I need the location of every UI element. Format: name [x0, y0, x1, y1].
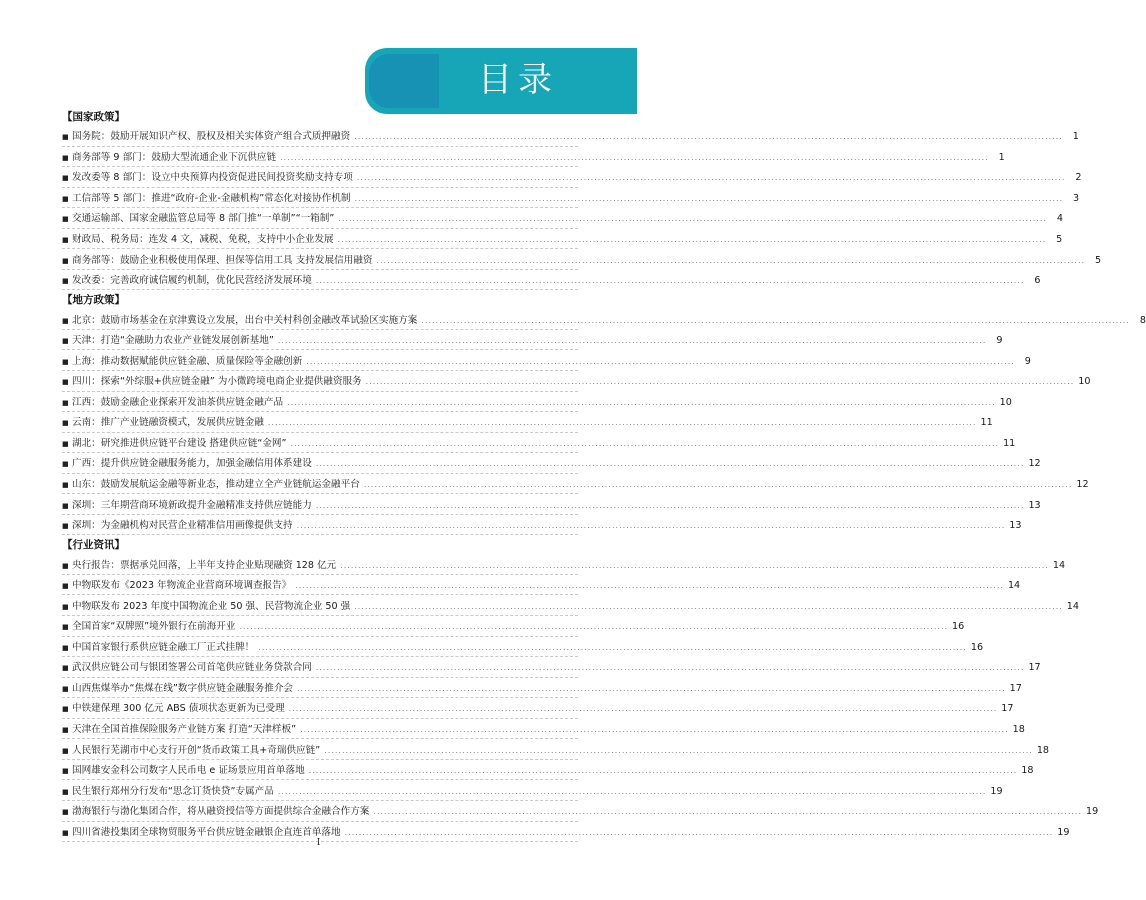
entry-page-number: 4 — [1056, 213, 1063, 225]
bullet-icon: ■ — [62, 726, 69, 735]
toc-entry[interactable] — [62, 576, 1021, 597]
bullet-icon: ■ — [62, 501, 69, 510]
entry-title[interactable]: 中物联发布《2023 年物流企业营商环境调查报告》 — [72, 580, 292, 592]
section-title: 【国家政策】 — [62, 111, 125, 123]
toc-entry[interactable] — [62, 310, 1146, 331]
toc-entry[interactable] — [62, 331, 1003, 352]
toc-entry[interactable] — [62, 351, 1031, 372]
dot-leader: ........................................................................................................................................................................................................ — [296, 521, 1006, 531]
toc-entry[interactable] — [62, 781, 1003, 802]
entry-page-number: 8 — [1139, 314, 1146, 326]
toc-entry[interactable] — [62, 413, 993, 434]
dot-leader: ........................................................................................................................................................................................................ — [315, 663, 1025, 673]
toc-entry[interactable] — [62, 475, 1089, 496]
entry-page-number: 19 — [1086, 806, 1099, 818]
toc-entry[interactable] — [62, 658, 1041, 679]
entry-page-number: 18 — [1036, 744, 1050, 756]
dot-leader: ........................................................................................................................................................................................................ — [287, 397, 996, 407]
entry-title[interactable]: 发改委等 8 部门：设立中央预算内投资促进民间投资奖励支持专项 — [72, 172, 353, 184]
entry-page-number: 11 — [1003, 437, 1016, 449]
dot-leader: ........................................................................................................................................................................................................ — [373, 807, 1082, 817]
bullet-icon: ■ — [62, 602, 69, 611]
bullet-icon: ■ — [62, 316, 69, 325]
bullet-icon: ■ — [62, 767, 69, 776]
entry-title[interactable]: 民生银行郑州分行发布“思念订货快贷”专属产品 — [72, 785, 274, 797]
dot-leader: ........................................................................................................................................................................................................ — [295, 581, 1004, 591]
entry-title[interactable]: 广西：提升供应链金融服务能力，加强金融信用体系建设 — [72, 458, 312, 470]
dot-leader: ........................................................................................................................................................................................................ — [267, 418, 977, 428]
toc-entry[interactable] — [62, 393, 1012, 414]
entry-page-number: 12 — [1028, 458, 1041, 470]
entry-title[interactable]: 天津：打造“金融助力农业产业链发展创新基地” — [72, 335, 274, 347]
dot-leader: ........................................................................................................................................................................................................ — [308, 766, 1018, 776]
entry-title[interactable]: 国网雄安金科公司数字人民币电 e 证场景应用首单落地 — [72, 765, 305, 777]
toc-entry[interactable] — [62, 454, 1041, 475]
entry-page-number: 3 — [1073, 192, 1080, 204]
entry-title[interactable]: 深圳：为金融机构对民营企业精准信用画像提供支持 — [72, 520, 293, 532]
entry-title[interactable]: 江西：鼓励金融企业探索开发油茶供应链金融产品 — [72, 396, 284, 408]
dot-leader: ........................................................................................................................................................................................................ — [344, 827, 1054, 837]
toc-entry[interactable] — [62, 250, 1102, 271]
toc-entry[interactable] — [62, 209, 1063, 230]
toc-entry[interactable] — [62, 761, 1034, 782]
toc-entry[interactable] — [62, 230, 1063, 251]
entry-page-number: 14 — [1007, 580, 1021, 592]
bullet-icon: ■ — [62, 215, 69, 224]
entry-page-number: 18 — [1021, 765, 1034, 777]
table-of-contents — [62, 108, 1146, 843]
entry-page-number: 14 — [1052, 559, 1066, 571]
bullet-icon: ■ — [62, 808, 69, 817]
entry-title[interactable]: 财政局、税务局：连发 4 文，减税、免税，支持中小企业发展 — [72, 234, 334, 245]
bullet-icon: ■ — [62, 378, 69, 387]
entry-title[interactable]: 中物联发布 2023 年度中国物流企业 50 强、民营物流企业 50 强 — [72, 600, 351, 612]
entry-page-number: 19 — [1057, 826, 1070, 838]
bullet-icon: ■ — [62, 337, 69, 346]
toc-entry[interactable] — [62, 617, 965, 638]
bullet-icon: ■ — [62, 684, 69, 693]
dot-leader: ........................................................................................................................................................................................................ — [258, 642, 967, 652]
toc-entry[interactable] — [62, 271, 1041, 292]
entry-page-number: 10 — [999, 396, 1012, 408]
entry-page-number: 18 — [1012, 724, 1025, 736]
entry-title[interactable]: 国务院：鼓励开展知识产权、股权及相关实体资产组合式质押融资 — [72, 131, 351, 143]
dot-leader: ........................................................................................................................................................................................................ — [300, 725, 1009, 735]
toc-entry[interactable] — [62, 495, 1041, 516]
toc-entry[interactable] — [62, 434, 1016, 455]
entry-title[interactable]: 交通运输部、国家金融监管总局等 8 部门推“一单制”“一箱制” — [72, 213, 335, 225]
entry-title[interactable]: 工信部等 5 部门：推进“政府-企业-金融机构”常态化对接协作机制 — [72, 192, 351, 204]
toc-entry[interactable] — [62, 679, 1022, 700]
entry-page-number: 14 — [1066, 600, 1080, 612]
dot-leader: ........................................................................................................................................................................................................ — [306, 356, 1015, 366]
bullet-icon: ■ — [62, 174, 69, 183]
bullet-icon: ■ — [62, 277, 69, 286]
dot-leader: ........................................................................................................................................................................................................ — [340, 560, 1049, 570]
dot-leader: ........................................................................................................................................................................................................ — [354, 132, 1063, 142]
entry-page-number: 16 — [952, 621, 965, 633]
dot-leader: ........................................................................................................................................................................................................ — [356, 173, 1066, 183]
dot-leader: ........................................................................................................................................................................................................ — [365, 377, 1075, 387]
entry-title[interactable]: 上海：推动数据赋能供应链金融、质量保险等金融创新 — [72, 355, 303, 367]
toc-entry[interactable] — [62, 555, 1066, 576]
entry-page-number: 13 — [1009, 520, 1022, 532]
entry-page-number: 5 — [1056, 234, 1063, 245]
toc-entry[interactable] — [62, 740, 1050, 761]
entry-title[interactable]: 商务部等：鼓励企业积极使用保理、担保等信用工具 支持发展信用融资 — [72, 254, 373, 266]
dot-leader: ........................................................................................................................................................................................................ — [315, 276, 1025, 286]
entry-page-number: 5 — [1094, 254, 1102, 266]
dot-leader: ........................................................................................................................................................................................................ — [363, 480, 1073, 490]
entry-title[interactable]: 央行报告：票据承兑回落，上半年支持企业贴现融资 128 亿元 — [72, 559, 337, 571]
bullet-icon: ■ — [62, 398, 69, 407]
entry-page-number: 9 — [1024, 355, 1031, 367]
bullet-icon: ■ — [62, 828, 69, 837]
entry-page-number: 11 — [980, 417, 993, 429]
entry-title[interactable]: 深圳：三年期营商环境新政提升金融精准支持供应链能力 — [72, 499, 312, 511]
bullet-icon: ■ — [62, 256, 69, 265]
bullet-icon: ■ — [62, 357, 69, 366]
dot-leader: ........................................................................................................................................................................................................ — [315, 459, 1025, 469]
toc-entry[interactable] — [62, 596, 1080, 617]
bullet-icon: ■ — [62, 194, 69, 203]
entry-title[interactable]: 全国首家“双牌照”境外银行在前海开业 — [72, 621, 236, 633]
entry-title[interactable]: 山西焦煤举办“焦煤在线”数字供应链金融服务推介会 — [72, 682, 294, 694]
entry-title[interactable]: 中铁建保理 300 亿元 ABS 债项状态更新为已受理 — [72, 703, 285, 715]
dot-leader: ........................................................................................................................................................................................................ — [239, 622, 949, 632]
bullet-icon: ■ — [62, 787, 69, 796]
toc-entry[interactable] — [62, 168, 1082, 189]
toc-entry[interactable] — [62, 802, 1099, 823]
toc-entry[interactable] — [62, 516, 1022, 537]
section-title: 【行业资讯】 — [62, 539, 125, 552]
bullet-icon: ■ — [62, 664, 69, 673]
bullet-icon: ■ — [62, 460, 69, 469]
bullet-icon: ■ — [62, 439, 69, 448]
dot-leader: ........................................................................................................................................................................................................ — [324, 745, 1033, 755]
toc-entry[interactable] — [62, 189, 1080, 210]
entry-page-number: 19 — [990, 785, 1003, 797]
bullet-icon: ■ — [62, 481, 69, 490]
entry-page-number: 17 — [1001, 703, 1014, 715]
entry-title[interactable]: 湖北：研究推进供应链平台建设 搭建供应链“金网” — [72, 437, 287, 449]
entry-page-number: 17 — [1028, 662, 1041, 674]
entry-page-number: 2 — [1075, 172, 1082, 184]
entry-title[interactable]: 天津在全国首推保险服务产业链方案 打造“天津样板” — [72, 724, 297, 736]
dot-leader: ........................................................................................................................................................................................................ — [354, 193, 1064, 203]
entry-page-number: 12 — [1076, 479, 1089, 491]
bullet-icon: ■ — [62, 623, 69, 632]
entry-title[interactable]: 武汉供应链公司与银团签署公司首笔供应链业务贷款合同 — [72, 662, 312, 674]
entry-title[interactable]: 山东：鼓励发展航运金融等新业态，推动建立全产业链航运金融平台 — [72, 479, 360, 491]
dot-leader: ........................................................................................................................................................................................................ — [338, 214, 1047, 224]
dot-leader: ........................................................................................................................................................................................................ — [337, 235, 1047, 244]
toc-entry[interactable] — [62, 699, 1014, 720]
dot-leader: ........................................................................................................................................................................................................ — [277, 336, 987, 346]
dot-leader: ........................................................................................................................................................................................................ — [288, 704, 998, 714]
dot-leader: ........................................................................................................................................................................................................ — [376, 255, 1086, 265]
entry-page-number: 1 — [998, 151, 1005, 163]
toc-entry[interactable] — [62, 148, 1005, 169]
entry-page-number: 10 — [1078, 376, 1091, 388]
entry-title[interactable]: 中国首家银行系供应链金融工厂正式挂牌！ — [72, 641, 255, 653]
bullet-icon: ■ — [62, 746, 69, 755]
entry-title[interactable]: 商务部等 9 部门：鼓励大型流通企业下沉供应链 — [72, 151, 277, 163]
toc-entry[interactable] — [62, 372, 1091, 393]
section-title: 【地方政策】 — [62, 294, 125, 307]
dot-leader: ........................................................................................................................................................................................................ — [315, 500, 1025, 510]
bullet-icon: ■ — [62, 582, 69, 591]
bullet-icon: ■ — [62, 643, 69, 652]
toc-entry[interactable] — [62, 720, 1025, 741]
entry-title[interactable]: 渤海银行与渤化集团合作，将从融资授信等方面提供综合金融合作方案 — [72, 806, 370, 818]
entry-title[interactable]: 云南：推广产业链融资模式，发展供应链金融 — [72, 417, 264, 429]
dot-leader: ........................................................................................................................................................................................................ — [290, 438, 1000, 448]
entry-page-number: 16 — [970, 641, 984, 653]
entry-page-number: 17 — [1009, 682, 1022, 694]
page-title: 目录 — [478, 60, 558, 100]
entry-page-number: 1 — [1072, 131, 1079, 143]
entry-title[interactable]: 四川省港投集团全球物贸服务平台供应链金融银企直连首单落地 — [72, 826, 341, 838]
dot-leader: ........................................................................................................................................................................................................ — [277, 786, 987, 796]
bullet-icon: ■ — [62, 522, 69, 531]
entry-title[interactable]: 四川：探索“外综服+供应链金融” 为小微跨境电商企业提供融资服务 — [72, 376, 362, 388]
entry-page-number: 6 — [1034, 275, 1041, 287]
bullet-icon: ■ — [62, 705, 69, 714]
entry-title[interactable]: 发改委：完善政府诚信履约机制，优化民营经济发展环境 — [72, 275, 312, 287]
bullet-icon: ■ — [62, 561, 69, 570]
entry-page-number: 13 — [1028, 499, 1041, 511]
entry-title[interactable]: 人民银行芜湖市中心支行开创“货币政策工具+奇瑞供应链” — [72, 744, 321, 756]
bullet-icon: ■ — [62, 153, 69, 162]
entry-page-number: 9 — [996, 335, 1003, 347]
dot-leader: ........................................................................................................................................................................................................ — [354, 601, 1063, 611]
bullet-icon: ■ — [62, 419, 69, 428]
entry-title[interactable]: 北京：鼓励市场基金在京津冀设立发展，出台中关村科创金融改革试验区实施方案 — [72, 314, 418, 326]
bullet-icon: ■ — [62, 236, 69, 244]
toc-entry[interactable] — [62, 638, 984, 659]
bullet-icon: ■ — [62, 133, 69, 142]
dot-leader: ........................................................................................................................................................................................................ — [297, 683, 1006, 693]
dot-leader: ........................................................................................................................................................................................................ — [280, 152, 989, 162]
page-number: I — [316, 838, 321, 848]
dot-leader: ........................................................................................................................................................................................................ — [421, 315, 1130, 325]
toc-entry[interactable] — [62, 127, 1079, 148]
